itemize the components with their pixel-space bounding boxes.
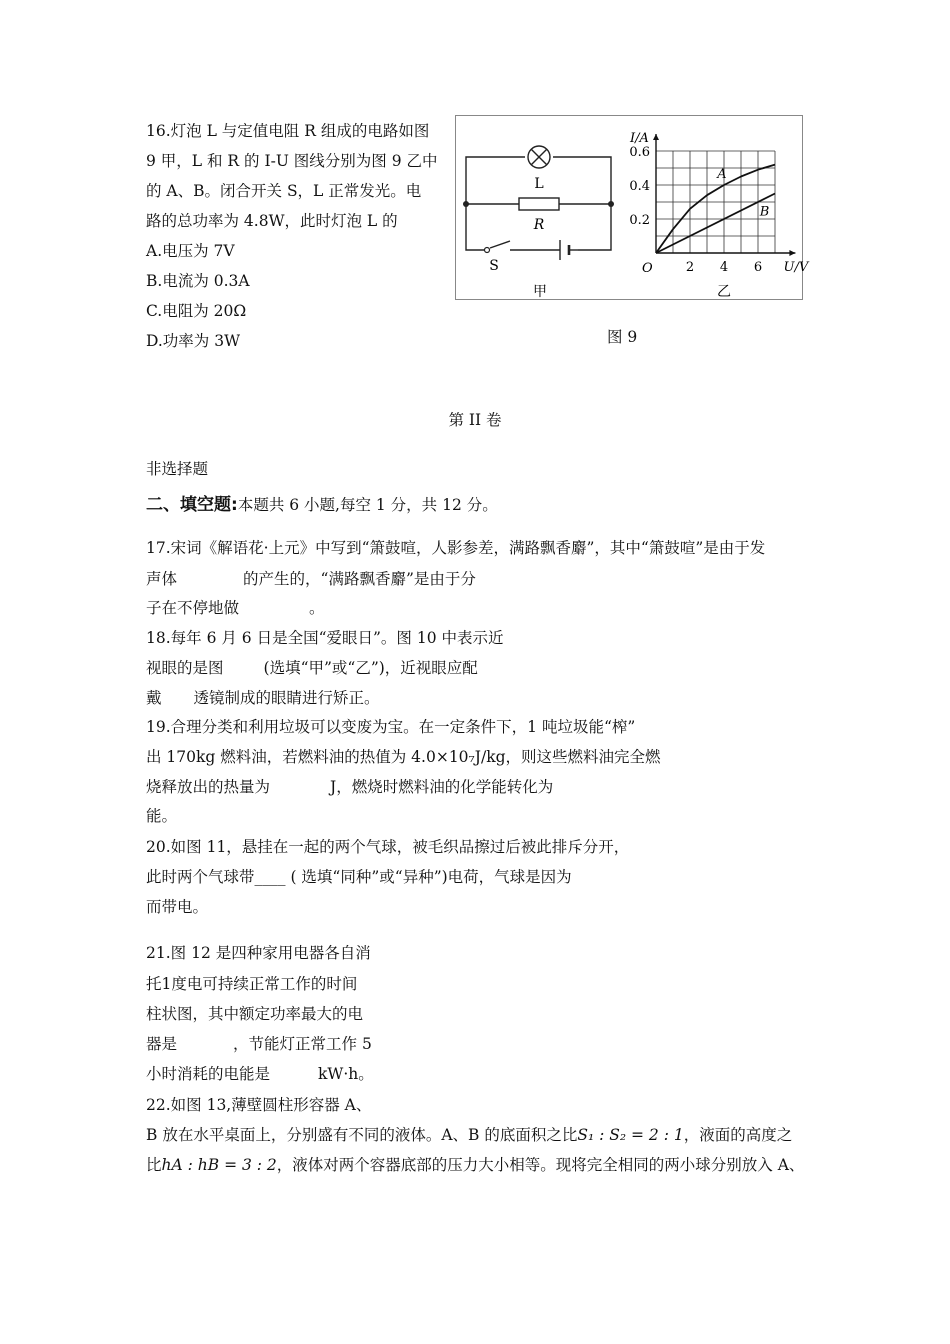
q17-line-3: 子在不停地做 。 [146, 599, 325, 617]
x-axis-arrow [789, 250, 795, 256]
switch-blade [490, 241, 510, 248]
q17-line-2: 声体 的产生的，“满路飘香麝”是由于分 [146, 570, 476, 588]
switch-label: S [489, 258, 499, 274]
q22-line-1: 22.如图 13,薄壁圆柱形容器 A、 [146, 1096, 372, 1114]
q19-line-4: 能。 [146, 807, 178, 825]
series-a-line [656, 165, 775, 253]
y-axis-arrow [653, 134, 659, 140]
q18-line-3: 戴 透镜制成的眼睛进行矫正。 [146, 689, 380, 707]
q16-option-d: D.功率为 3W [146, 332, 241, 350]
q19-line-2: 出 170kg 燃料油，若燃料油的热值为 4.0×10₇J/kg，则这些燃料油完全燃 [146, 748, 661, 766]
q16-line-1: 16.灯泡 L 与定值电阻 R 组成的电路如图 [146, 122, 430, 140]
x-axis-label: U/V [783, 260, 809, 275]
q19-line-3: 烧释放出的热量为 J，燃烧时燃料油的化学能转化为 [146, 778, 554, 796]
q16-line-4: 路的总功率为 4.8W，此时灯泡 L 的 [146, 212, 398, 230]
q22-line-3: 比hA : hB = 3 : 2，液体对两个容器底部的压力大小相等。现将完全相同的两小球分别放入 A、 [146, 1156, 805, 1174]
q19-line-1: 19.合理分类和利用垃圾可以变废为宝。在一定条件下，1 吨垃圾能“榨” [146, 718, 636, 736]
section-head-label: 二、填空题: [146, 495, 238, 515]
junction-right [608, 201, 614, 207]
wire-bottom-right [578, 204, 611, 250]
q20-line-2: 此时两个气球带____ ( 选填“同种”或“异种”)电荷，气球是因为 [146, 868, 572, 886]
q18-line-2: 视眼的是图 (选填“甲”或“乙”)，近视眼应配 [146, 659, 478, 677]
switch-contact [485, 248, 490, 253]
figure-9 [455, 115, 809, 300]
y-tick-label: 0.2 [629, 213, 650, 228]
q16-line-3: 的 A、B。闭合开关 S，L 正常发光。电 [146, 182, 422, 200]
q16-line-2: 9 甲，L 和 R 的 I-U 图线分别为图 9 乙中 [146, 152, 438, 170]
q18-line-1: 18.每年 6 月 6 日是全国“爱眼日”。图 10 中表示近 [146, 629, 504, 647]
series-b-label: B [759, 204, 770, 220]
section-note: 本题共 6 小题,每空 1 分，共 12 分。 [237, 496, 498, 514]
q21-line-2: 托1度电可持续正常工作的时间 [146, 975, 358, 993]
resistor-icon [519, 198, 559, 210]
junction-left [463, 201, 469, 207]
section-header [146, 495, 498, 515]
q21-line-1: 21.图 12 是四种家用电器各自消 [146, 944, 371, 962]
q16-option-a: A.电压为 7V [146, 242, 235, 260]
q21-line-4: 器是 ，节能灯正常工作 5 [146, 1035, 372, 1053]
wire-bottom-left [466, 204, 484, 250]
iu-graph [629, 131, 810, 276]
q22-area-ratio: S₁ : S₂ = 2 : 1 [577, 1126, 684, 1144]
origin-label: O [642, 261, 653, 276]
wire-top-left [466, 157, 525, 204]
x-tick-label: 4 [719, 260, 729, 275]
q21-line-3: 柱状图，其中额定功率最大的电 [146, 1005, 364, 1023]
figure-9-caption: 图 9 [607, 328, 638, 346]
graph-panel-label: 乙 [717, 284, 731, 300]
y-tick-label: 0.4 [629, 179, 650, 194]
series-b-line [656, 194, 775, 254]
series-a-label: A [717, 167, 727, 183]
q20-line-1: 20.如图 11，悬挂在一起的两个气球，被毛织品擦过后被此排斥分开， [146, 838, 630, 856]
part-subtitle: 非选择题 [146, 460, 209, 478]
q21-line-5: 小时消耗的电能是 kW·h。 [146, 1065, 374, 1083]
x-tick-label: 6 [753, 260, 763, 275]
resistor-label: R [533, 217, 545, 233]
q17-line-1: 17.宋词《解语花·上元》中写到“箫鼓喧，人影参差，满路飘香麝”，其中“箫鼓喧”是由于发 [146, 539, 766, 557]
figure-9-svg [456, 116, 809, 301]
part-title: 第 II 卷 [448, 411, 502, 429]
lamp-label: L [534, 176, 544, 192]
q20-line-3: 而带电。 [146, 898, 209, 916]
y-tick-label: 0.6 [629, 145, 650, 160]
circuit-panel-label: 甲 [533, 284, 547, 300]
q22-line-2: B 放在水平桌面上，分别盛有不同的液体。A、B 的底面积之比S₁ : S₂ = 2 : 1，液面的高度之 [146, 1126, 793, 1144]
x-tick-label: 2 [685, 260, 695, 275]
q22-height-ratio: hA : hB = 3 : 2 [161, 1156, 277, 1174]
wire-top-right [553, 157, 611, 204]
q16-option-c: C.电阻为 20Ω [146, 302, 247, 320]
y-axis-label: I/A [630, 131, 649, 146]
q16-option-b: B.电流为 0.3A [146, 272, 250, 290]
